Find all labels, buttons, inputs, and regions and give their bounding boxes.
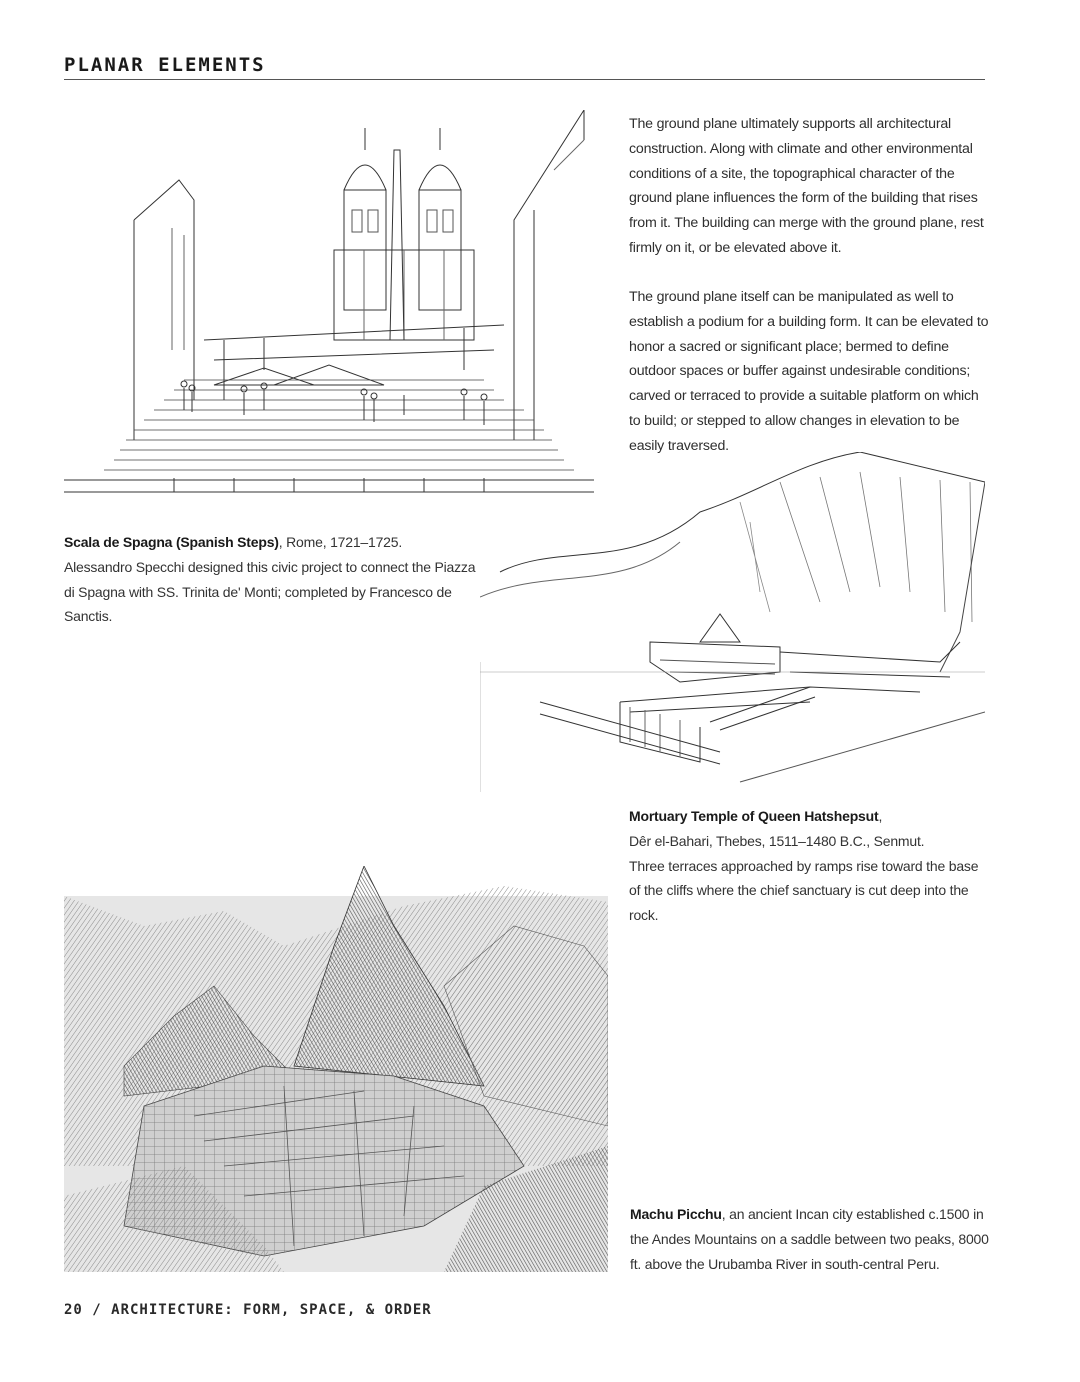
- hatshepsut-caption: [629, 804, 989, 928]
- caption-title: Scala de Spagna (Spanish Steps): [64, 534, 279, 550]
- hatshepsut-temple-sketch: [480, 452, 985, 792]
- caption-text: , Rome, 1721–1725.: [278, 534, 403, 550]
- spanish-steps-sketch: [64, 110, 594, 496]
- caption-description: Three terraces approached by ramps rise toward the base of the cliffs where the chief sanctuary is cut deep into the rock.: [629, 857, 979, 924]
- caption-description: Alessandro Specchi designed this civic project to connect the Piazza di Spagna with SS. Trinita de' Monti; completed by Francesco de Sanctis.: [64, 558, 476, 625]
- spanish-steps-caption: [64, 530, 484, 629]
- machu-picchu-drawing: [64, 866, 608, 1272]
- ground-plane-paragraph-2: The ground plane itself can be manipulated as well to establish a podium for a building form. It can be elevated to honor a sacred or significant place; bermed to define outdoor spaces or buffer against undesirable conditions; carved or terraced to provide a suitable platform on which to build; or stepped to allow changes in elevation to be easily traversed.: [629, 289, 989, 454]
- machu-picchu-caption: [630, 1202, 990, 1276]
- caption-text: , an ancient Incan city established c.1500 in the Andes Mountains on a saddle between two peaks, 8000 ft. above the Urubamba River in south-central Peru.: [630, 1206, 989, 1272]
- ground-plane-paragraph-1: The ground plane ultimately supports all architectural construction. Along with climate and other environmental conditions of a site, the topographical character of the ground plane influences the form of the building that rises from it. The building can merge with the ground plane, rest firmly on it, or be elevated above it.: [629, 116, 984, 256]
- caption-title: Mortuary Temple of Queen Hatshepsut: [629, 808, 879, 824]
- page-footer: 20 / ARCHITECTURE: FORM, SPACE, & ORDER: [64, 1302, 432, 1318]
- caption-title: Machu Picchu: [630, 1206, 722, 1222]
- caption-text: ,: [878, 808, 883, 824]
- header-rule: [64, 79, 985, 80]
- caption-location: Dêr el-Bahari, Thebes, 1511–1480 B.C., Senmut.: [629, 832, 925, 849]
- section-title: PLANAR ELEMENTS: [64, 54, 266, 76]
